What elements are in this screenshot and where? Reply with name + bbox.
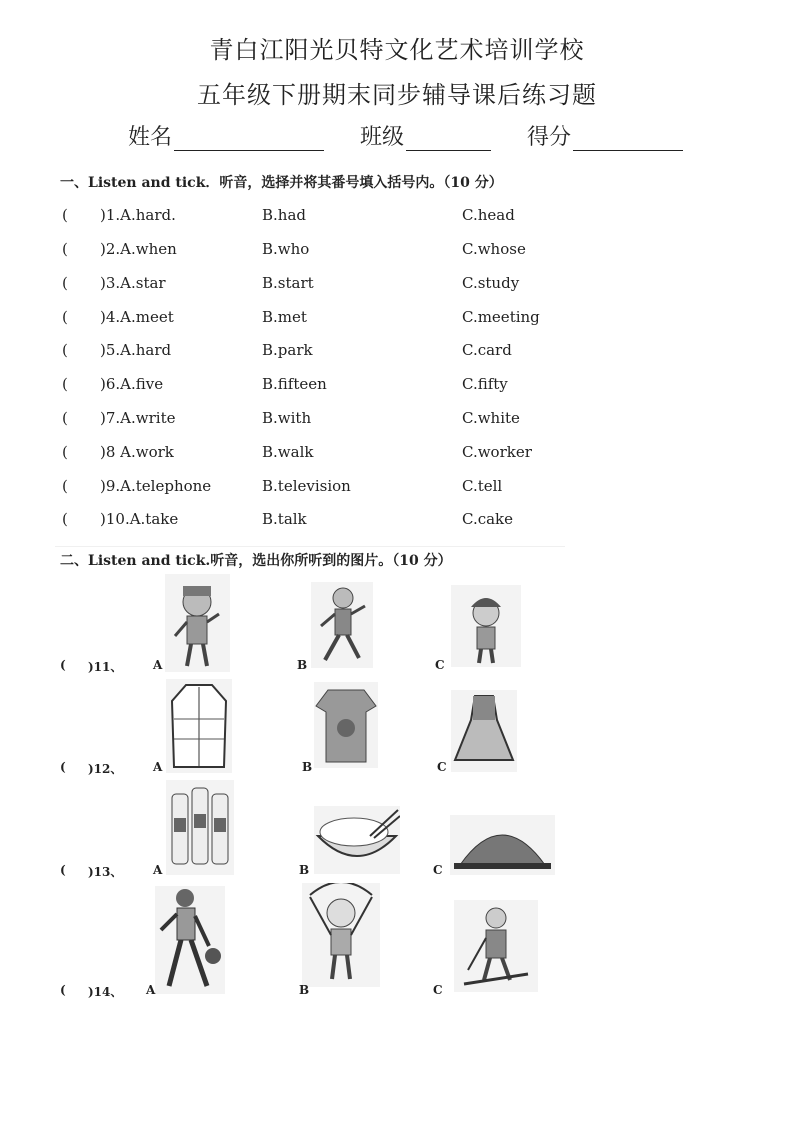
- option-b: B.who: [262, 240, 310, 258]
- class-blank[interactable]: [406, 124, 491, 151]
- question-row: [0, 240, 794, 262]
- title-school: 青白江阳光贝特文化艺术培训学校: [209, 36, 585, 64]
- score-field[interactable]: [527, 120, 683, 151]
- picture-question-row: [0, 772, 794, 879]
- answer-paren[interactable]: (: [62, 477, 68, 495]
- question-row: [0, 409, 794, 431]
- answer-paren[interactable]: (: [62, 308, 68, 326]
- option-c: C.study: [462, 274, 520, 292]
- question-row: [0, 510, 794, 532]
- option-b: B.had: [262, 206, 306, 224]
- option-b: B.talk: [262, 510, 307, 528]
- option-b: B.fifteen: [262, 375, 327, 393]
- option-a: )10.A.take: [100, 510, 179, 528]
- answer-paren[interactable]: (: [62, 510, 68, 528]
- answer-paren[interactable]: (: [62, 206, 68, 224]
- name-field[interactable]: [128, 120, 324, 151]
- score-blank[interactable]: [573, 124, 683, 151]
- answer-paren[interactable]: (: [62, 274, 68, 292]
- section2-title: 二、Listen and tick.听音，选出你所听到的图片。（10 分）: [60, 553, 452, 569]
- class-field[interactable]: [360, 120, 491, 151]
- question-number: )13、: [88, 865, 123, 879]
- option-a: )8 A.work: [100, 443, 174, 461]
- question-row: [0, 375, 794, 397]
- option-c: C.worker: [462, 443, 532, 461]
- option-a-label[interactable]: A: [146, 983, 156, 997]
- answer-paren[interactable]: (: [60, 863, 66, 877]
- name-label: 姓名: [128, 125, 173, 150]
- answer-paren[interactable]: (: [62, 409, 68, 427]
- option-c: C.card: [462, 341, 512, 359]
- picture-question-row: [0, 892, 794, 999]
- question-row: [0, 443, 794, 465]
- question-row: [0, 477, 794, 499]
- option-b-label[interactable]: B: [299, 983, 310, 997]
- option-b: B.walk: [262, 443, 314, 461]
- option-b: B.start: [262, 274, 314, 292]
- option-b: B.with: [262, 409, 312, 427]
- score-label: 得分: [527, 125, 572, 150]
- question-number: )14、: [88, 985, 123, 999]
- option-b-label[interactable]: B: [299, 863, 310, 877]
- option-b-label[interactable]: B: [297, 658, 308, 672]
- question-row: [0, 341, 794, 363]
- class-label: 班级: [360, 125, 405, 150]
- option-b-label[interactable]: B: [302, 760, 313, 774]
- option-c-label[interactable]: C: [437, 760, 447, 774]
- section-divider: [55, 546, 565, 547]
- option-a-label[interactable]: A: [153, 760, 163, 774]
- answer-paren[interactable]: (: [62, 240, 68, 258]
- title-exercise: 五年级下册期末同步辅导课后练习题: [197, 81, 597, 109]
- option-c: C.whose: [462, 240, 526, 258]
- option-a: )9.A.telephone: [100, 477, 212, 495]
- picture-question-row: [0, 670, 794, 774]
- option-c: C.fifty: [462, 375, 508, 393]
- option-c: C.white: [462, 409, 520, 427]
- answer-paren[interactable]: (: [60, 983, 66, 997]
- option-c: C.tell: [462, 477, 503, 495]
- option-a: )7.A.write: [100, 409, 176, 427]
- answer-paren[interactable]: (: [62, 375, 68, 393]
- option-c-label[interactable]: C: [433, 983, 443, 997]
- option-c-label[interactable]: C: [433, 863, 443, 877]
- name-blank[interactable]: [174, 124, 324, 151]
- option-a: )2.A.when: [100, 240, 177, 258]
- option-a-label[interactable]: A: [153, 658, 163, 672]
- question-row: [0, 308, 794, 330]
- question-row: [0, 274, 794, 296]
- option-a: )5.A.hard: [100, 341, 172, 359]
- option-a: )3.A.star: [100, 274, 166, 292]
- option-b: B.television: [262, 477, 351, 495]
- option-c-label[interactable]: C: [435, 658, 445, 672]
- option-c: C.cake: [462, 510, 514, 528]
- student-info-row: [0, 120, 794, 152]
- option-b: B.met: [262, 308, 307, 326]
- option-a-label[interactable]: A: [153, 863, 163, 877]
- option-b: B.park: [262, 341, 313, 359]
- section1-title: 一、Listen and tick．听音，选择并将其番号填入括号内。（10 分）: [60, 175, 503, 191]
- answer-paren[interactable]: (: [62, 341, 68, 359]
- question-row: [0, 206, 794, 228]
- option-c: C.meeting: [462, 308, 540, 326]
- option-a: )4.A.meet: [100, 308, 174, 326]
- question-number: )11、: [88, 660, 123, 674]
- option-a: )6.A.five: [100, 375, 164, 393]
- option-a: )1.A.hard.: [100, 206, 176, 224]
- answer-paren[interactable]: (: [60, 658, 66, 672]
- answer-paren[interactable]: (: [62, 443, 68, 461]
- option-c: C.head: [462, 206, 515, 224]
- answer-paren[interactable]: (: [60, 760, 66, 774]
- question-number: )12、: [88, 762, 123, 776]
- picture-question-row: [0, 568, 794, 672]
